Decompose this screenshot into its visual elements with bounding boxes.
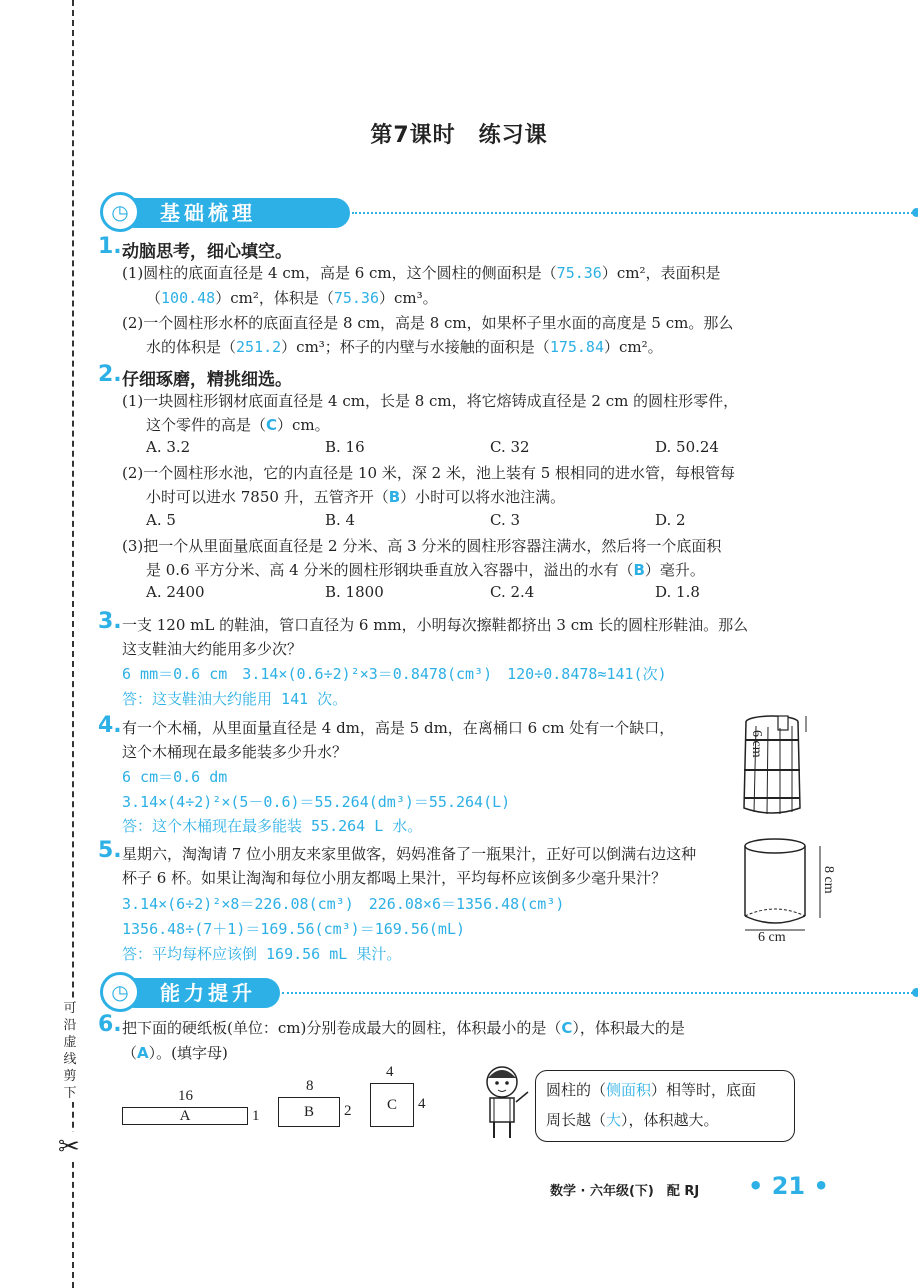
option: A. 5 [146, 511, 176, 529]
question-number: 5. [98, 838, 122, 863]
option: D. 50.24 [655, 438, 719, 456]
q5-answer-calc1: 3.14×(6÷2)²×8＝226.08(cm³) 226.08×6＝1356.48(cm³) [122, 895, 565, 913]
cardboard-c: C [370, 1083, 414, 1127]
q4-line2: 这个木桶现在最多能装多少升水？ [122, 743, 348, 761]
cut-hint: 可沿虚线剪下 [60, 1000, 80, 1102]
question-number: 2. [98, 362, 122, 387]
q3-line1: 一支 120 mL 的鞋油，管口直径为 6 mm，小明每次擦鞋都挤出 3 cm 长的圆柱形鞋油。那么 [122, 616, 749, 634]
option: C. 3 [490, 511, 521, 529]
dotted-divider [352, 212, 917, 214]
option: B. 1800 [325, 583, 384, 601]
q2-sub3-line2: 是 0.6 平方分米、高 4 分米的圆柱形钢块垂直放入容器中，溢出的水有（B）毫升。 [146, 561, 705, 579]
cup-figure [740, 836, 830, 936]
option: B. 16 [325, 438, 365, 456]
bubble-line2: 周长越（大），体积越大。 [546, 1111, 719, 1129]
cup-width-label: 6 cm [758, 930, 786, 945]
question-number: 6. [98, 1012, 122, 1037]
q5-line2: 杯子 6 杯。如果让淘淘和每位小朋友都喝上果汁，平均每杯应该倒多少毫升果汁？ [122, 869, 667, 887]
rect-b-width: 8 [306, 1078, 314, 1094]
page-title: 第7课时 练习课 [370, 123, 548, 148]
scissors-icon: ✂ [58, 1132, 80, 1162]
option: C. 32 [490, 438, 530, 456]
student-cartoon [478, 1062, 538, 1142]
q2-sub3-line1: (3)把一个从里面量底面直径是 2 分米、高 3 分米的圆柱形容器注满水，然后将一个底面积 [122, 537, 722, 555]
q4-answer-calc2: 3.14×(4÷2)²×(5－0.6)＝55.264(dm³)＝55.264(L) [122, 793, 511, 811]
rect-b-height: 2 [344, 1103, 352, 1119]
question-number: 4. [98, 713, 122, 738]
book-info: 数学 · 六年级(下) 配 RJ [550, 1184, 700, 1199]
question-number: 1. [98, 234, 122, 259]
bubble-line1: 圆柱的（侧面积）相等时，底面 [546, 1081, 757, 1099]
divider-dot [912, 988, 918, 997]
q5-answer-calc2: 1356.48÷(7＋1)＝169.56(cm³)＝169.56(mL) [122, 920, 466, 938]
q5-line1: 星期六，淘淘请 7 位小朋友来家里做客，妈妈准备了一瓶果汁，正好可以倒满右边这种 [122, 845, 697, 863]
rect-a-width: 16 [178, 1088, 193, 1104]
q3-answer-calc: 6 mm＝0.6 cm 3.14×(0.6÷2)²×3＝0.8478(cm³) 120÷0.8478≈141(次) [122, 665, 667, 683]
question-heading: 动脑思考，细心填空。 [122, 242, 292, 262]
option: D. 2 [655, 511, 686, 529]
rect-c-height: 4 [418, 1096, 426, 1112]
cardboard-b: B [278, 1097, 340, 1127]
q2-sub2-line1: (2)一个圆柱形水池，它的内直径是 10 米，深 2 米，池上装有 5 根相同的进水管，每根管每 [122, 464, 736, 482]
question-heading: 仔细琢磨，精挑细选。 [122, 370, 292, 390]
q2-sub2-line2: 小时可以进水 7850 升，五管齐开（B）小时可以将水池注满。 [146, 488, 566, 506]
option: A. 3.2 [146, 438, 191, 456]
option: C. 2.4 [490, 583, 535, 601]
q3-answer: 答：这支鞋油大约能用 141 次。 [122, 690, 348, 708]
q1-part1-line2: （100.48）cm²，体积是（75.36）cm³。 [146, 289, 438, 307]
q6-line1: 把下面的硬纸板(单位：cm)分别卷成最大的圆柱，体积最小的是（C），体积最大的是 [122, 1019, 685, 1037]
q5-answer: 答：平均每杯应该倒 169.56 mL 果汁。 [122, 945, 402, 963]
q1-part2-line1: (2)一个圆柱形水杯的底面直径是 8 cm，高是 8 cm，如果杯子里水面的高度是 5 cm。那么 [122, 314, 734, 332]
divider-dot [912, 208, 918, 217]
option: B. 4 [325, 511, 356, 529]
clock-icon: ◷ [100, 972, 140, 1012]
section-banner-ability [100, 978, 918, 1012]
q4-answer: 答：这个木桶现在最多能装 55.264 L 水。 [122, 817, 423, 835]
dotted-divider [282, 992, 917, 994]
q2-sub1-line1: (1)一块圆柱形钢材底面直径是 4 cm，长是 8 cm，将它熔铸成直径是 2 cm 的圆柱形零件， [122, 392, 739, 410]
option: D. 1.8 [655, 583, 700, 601]
section-title: 能力提升 [120, 978, 280, 1008]
section-title: 基础梳理 [120, 198, 350, 228]
cup-height-label: 8 cm [821, 866, 836, 894]
q1-part2-line2: 水的体积是（251.2）cm³；杯子的内壁与水接触的面积是（175.84）cm²。 [146, 338, 663, 356]
clock-icon: ◷ [100, 192, 140, 232]
rect-c-width: 4 [386, 1064, 394, 1080]
q6-line2: （A）。(填字母) [122, 1044, 228, 1062]
speech-bubble [535, 1070, 795, 1142]
rect-a-height: 1 [252, 1108, 260, 1124]
q4-answer-calc1: 6 cm＝0.6 dm [122, 768, 228, 786]
page-number: • 21 • [748, 1172, 829, 1200]
q4-line1: 有一个木桶，从里面量直径是 4 dm，高是 5 dm，在离桶口 6 cm 处有一个缺口， [122, 719, 675, 737]
barrel-figure [740, 710, 824, 820]
barrel-gap-label: 6 cm [749, 730, 764, 758]
q1-part1-line1: (1)圆柱的底面直径是 4 cm，高是 6 cm，这个圆柱的侧面积是（75.36）cm²，表面积是 [122, 264, 721, 282]
option: A. 2400 [146, 583, 205, 601]
section-banner-basic [100, 198, 918, 232]
q2-sub1-line2: 这个零件的高是（C）cm。 [146, 416, 330, 434]
cardboard-a: A [122, 1107, 248, 1125]
question-number: 3. [98, 609, 122, 634]
q3-line2: 这支鞋油大约能用多少次？ [122, 640, 303, 658]
